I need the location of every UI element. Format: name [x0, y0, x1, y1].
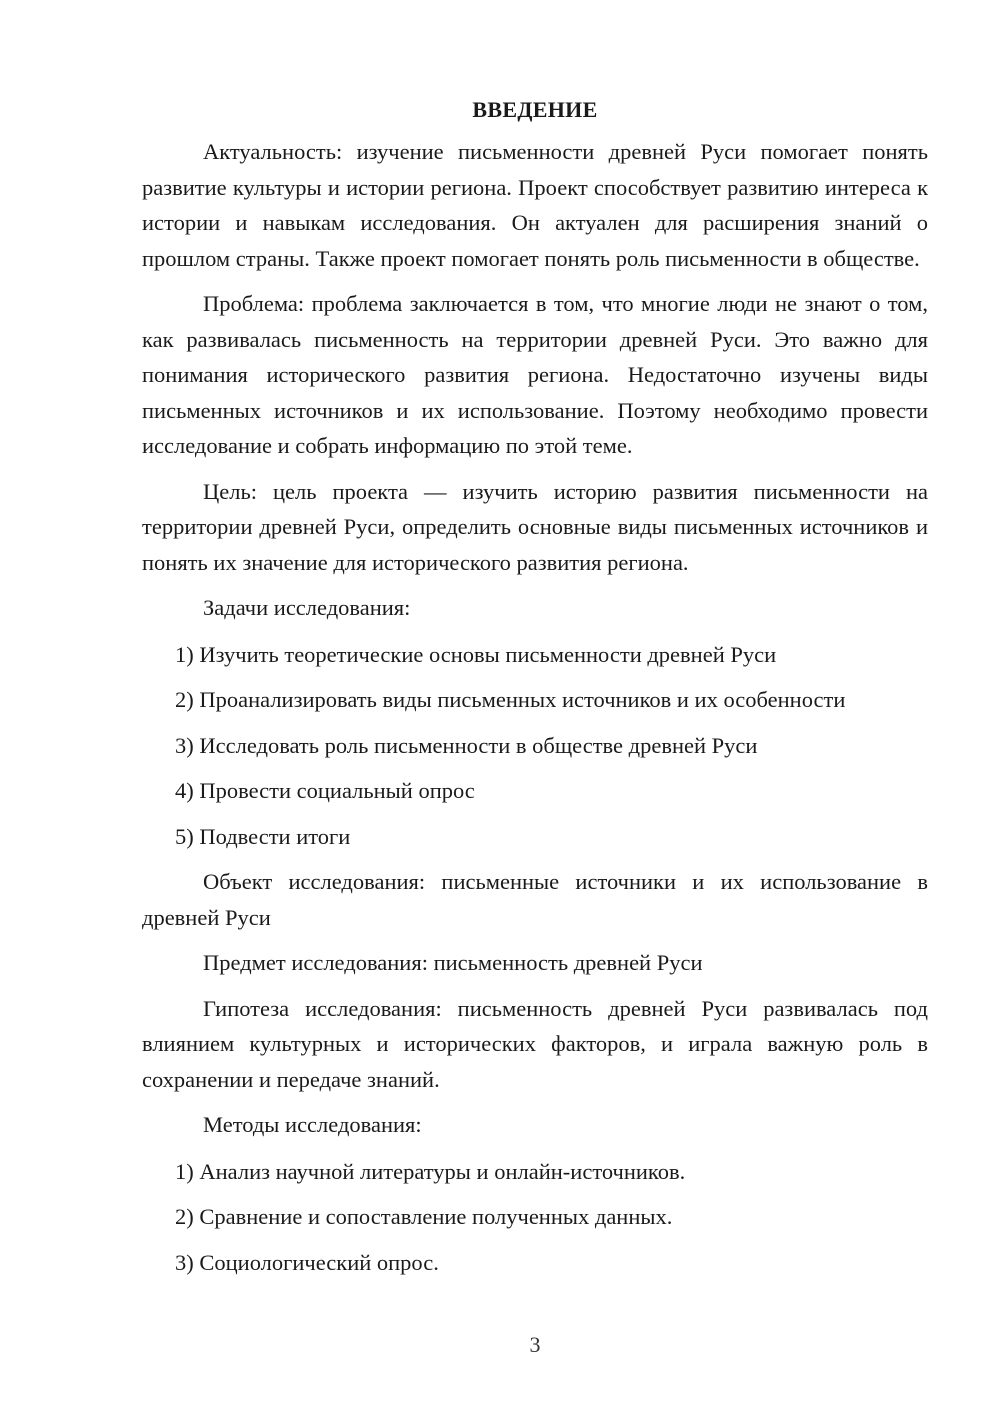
- list-item: 5) Подвести итоги: [175, 823, 351, 849]
- relevance-paragraph: Актуальность: изучение письменности древней Руси помогает понять развитие культуры и истории региона. Проект способствует развитию интереса к истории и навыкам исследования. Он актуален для расширения знаний о прошлом страны. Также проект помогает понять роль письменности в обществе.: [142, 139, 928, 271]
- document-page: [142, 92, 928, 1290]
- goal-paragraph: Цель: цель проекта — изучить историю развития письменности на территории древней Руси, определить основные виды письменных источников и понять их значение для исторического развития региона.: [142, 478, 928, 575]
- object-paragraph: Объект исследования: письменные источники и их использование в древней Руси: [142, 869, 928, 930]
- list-item: 4) Провести социальный опрос: [175, 778, 475, 803]
- list-item: 2) Сравнение и сопоставление полученных данных.: [175, 1204, 673, 1229]
- subject-paragraph: Предмет исследования: письменность древней Руси: [203, 950, 703, 975]
- tasks-list: [142, 637, 928, 855]
- list-item: 1) Анализ научной литературы и онлайн-источников.: [175, 1158, 686, 1184]
- list-item: 1) Изучить теоретические основы письменности древней Руси: [175, 641, 777, 667]
- list-item: 3) Социологический опрос.: [175, 1249, 439, 1275]
- methods-list: [142, 1154, 928, 1281]
- list-item: 3) Исследовать роль письменности в обществе древней Руси: [175, 732, 758, 758]
- tasks-label: Задачи исследования:: [203, 595, 411, 620]
- hypothesis-paragraph: Гипотеза исследования: письменность древней Руси развивалась под влиянием культурных и исторических факторов, и играла важную роль в сохранении и передаче знаний.: [142, 995, 928, 1092]
- methods-label: Методы исследования:: [203, 1112, 422, 1137]
- section-title: ВВЕДЕНИЕ: [472, 97, 598, 122]
- page-number: 3: [529, 1332, 541, 1357]
- problem-paragraph: Проблема: проблема заключается в том, что многие люди не знают о том, как развивалась письменность на территории древней Руси. Это важно для понимания исторического развития региона. Недостаточно изучены виды письменных источников и их использование. Поэтому необходимо провести исследование и собрать информацию по этой теме.: [142, 291, 928, 458]
- list-item: 2) Проанализировать виды письменных источников и их особенности: [175, 687, 846, 712]
